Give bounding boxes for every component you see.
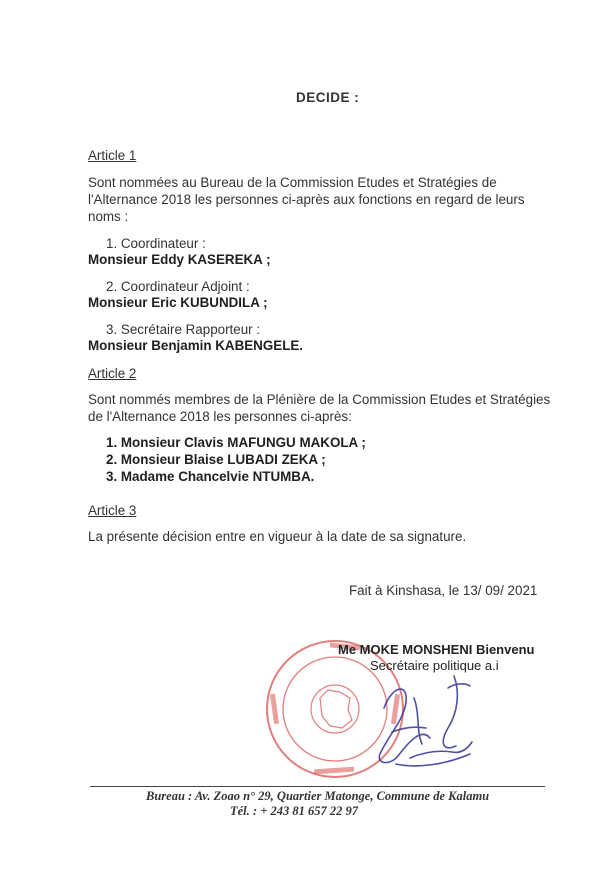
place-date: Fait à Kinshasa, le 13/ 09/ 2021: [349, 583, 538, 598]
article-2-title: Article 2: [88, 366, 137, 381]
article-2-intro-line-2: de l'Alternance 2018 les personnes ci-après:: [88, 409, 352, 424]
signatory-role: Secrétaire politique a.i: [370, 658, 499, 673]
footer-phone: Tél. : + 243 81 657 22 97: [230, 804, 358, 818]
signatory-name: Me MOKE MONSHENI Bienvenu: [338, 642, 535, 657]
article-1-intro-line-1: Sont nommées au Bureau de la Commission Etudes et Stratégies de: [88, 175, 497, 190]
role-deputy-name: Monsieur Eric KUBUNDILA ;: [88, 295, 268, 310]
role-secretary-name: Monsieur Benjamin KABENGELE.: [88, 338, 304, 353]
article-1-intro-line-2: l'Alternance 2018 les personnes ci-après aux fonctions en regard de leurs: [88, 192, 525, 207]
role-deputy-label: 2. Coordinateur Adjoint :: [106, 279, 250, 294]
article-2-intro-line-1: Sont nommés membres de la Plénière de la Commission Etudes et Stratégies: [88, 392, 551, 407]
role-coordinator-label: 1. Coordinateur :: [106, 236, 206, 251]
role-secretary-label: 3. Secrétaire Rapporteur :: [106, 322, 261, 337]
member-1: 1. Monsieur Clavis MAFUNGU MAKOLA ;: [106, 435, 366, 450]
article-3-title: Article 3: [88, 503, 137, 518]
footer-address: Bureau : Av. Zoao n° 29, Quartier Matonge, Commune de Kalamu: [146, 789, 490, 803]
article-1-intro-line-3: noms :: [88, 209, 129, 224]
article-1-title: Article 1: [88, 148, 137, 163]
decision-heading: DECIDE :: [296, 90, 360, 105]
role-coordinator-name: Monsieur Eddy KASEREKA ;: [88, 252, 271, 267]
footer-divider: [90, 786, 545, 787]
article-3-text: La présente décision entre en vigueur à la date de sa signature.: [88, 529, 467, 544]
member-3: 3. Madame Chancelvie NTUMBA.: [106, 469, 315, 484]
handwritten-signature: [330, 668, 490, 780]
member-2: 2. Monsieur Blaise LUBADI ZEKA ;: [106, 452, 326, 467]
